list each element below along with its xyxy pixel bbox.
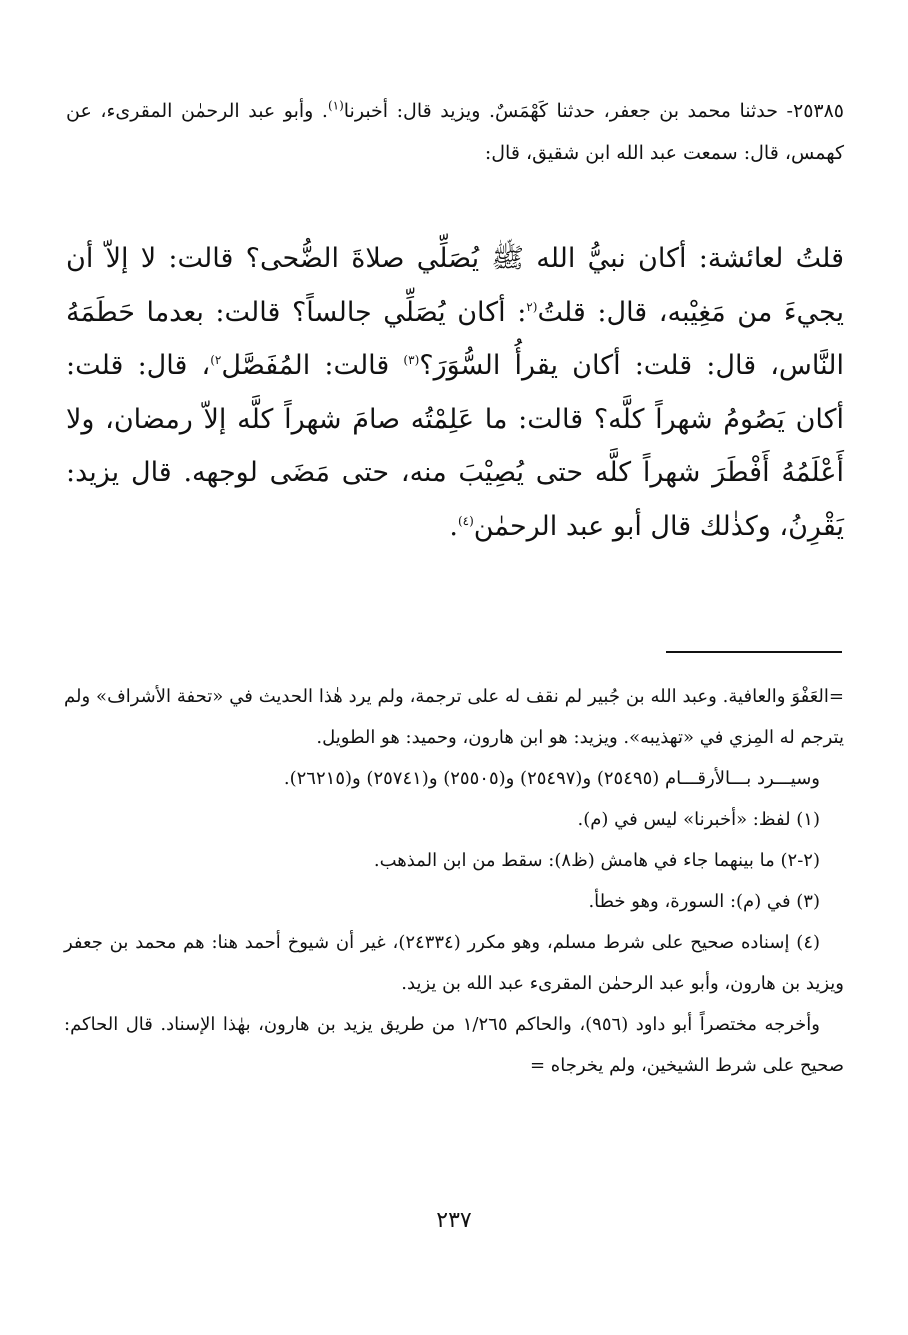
footnote-4: (٤) إسناده صحيح على شرط مسلم، وهو مكرر (٢٤٣٣٤)، غير أن شيوخ أحمد هنا: هم محمد بن جعفر ويزيد بن هارون، وأبو عبد الرحمٰن المقرىء عبد الله بن يزيد.	[64, 932, 844, 994]
footnote-ref-2-open: (٢	[526, 299, 538, 314]
hadith-isnad	[66, 90, 844, 174]
matn-segment-2: : أكان يُصَلِّي جالساً؟ قالت: بعدما حَطَمَهُ النَّاس، قال: قلت: أكان يقرأُ السُّوَرَ؟	[66, 296, 844, 381]
footnote-ref-3: (٣)	[403, 353, 420, 367]
footnote-1: (١) لفظ: «أخبرنا» ليس في (م).	[577, 809, 820, 830]
footnotes	[64, 676, 844, 1086]
footnote-ref-4: (٤)	[457, 513, 474, 528]
isnad-head: ٢٥٣٨٥- حدثنا محمد بن جعفر، حدثنا كَهْمَسٌ. ويزيد قال: أخبرنا	[343, 100, 845, 122]
isnad-rest: . وأبو عبد الرحمٰن المقرىء، عن كهمس، قال: سمعت عبد الله ابن شقيق، قال:	[66, 100, 844, 164]
footnote-4-takhrij: وأخرجه مختصراً أبو داود (٩٥٦)، والحاكم ١/٢٦٥ من طريق يزيد بن هارون، بهٰذا الإسناد. قال الحاكم: صحيح على شرط الشيخين، ولم يخرجاه =	[64, 1014, 844, 1076]
footnote-ref-1: (١)	[327, 98, 344, 113]
matn-segment-1: قلتُ لعائشة: أكان نبيُّ الله ﷺ يُصَلِّي صلاةَ الضُّحى؟ قالت: لا إلاّ أن يجيءَ من مَغِيْبه، قال: قلتُ	[66, 243, 844, 328]
footnote-continuation: =العَفْوَ والعافية. وعبد الله بن جُبير لم نقف له على ترجمة، ولم يرد هٰذا الحديث في «تحفة الأشراف» ولم يترجم له المِزي في «تهذيبه». ويزيد: هو ابن هارون، وحميد: هو الطويل.	[64, 686, 844, 748]
page-number: ٢٣٧	[436, 1208, 472, 1233]
footnote-3: (٣) في (م): السورة، وهو خطأ.	[588, 891, 820, 912]
footnote-separator	[666, 651, 842, 653]
footnote-sequence: وسيـــرد بـــالأرقـــام (٢٥٤٩٥) و(٢٥٤٩٧) و(٢٥٥٠٥) و(٢٥٧٤١) و(٢٦٢١٥).	[283, 768, 820, 789]
matn-end: .	[449, 510, 458, 542]
hadith-matn	[66, 232, 844, 553]
footnote-2: (٢-٢) ما بينهما جاء في هامش (ظ٨): سقط من ابن المذهب.	[373, 850, 820, 871]
matn-segment-3: قالت: المُفَصَّل	[221, 350, 404, 381]
footnote-ref-2-close: ٢)	[210, 353, 222, 367]
matn-segment-4: ، قال: قلت: أكان يَصُومُ شهراً كلَّه؟ قالت: ما عَلِمْتُه صامَ شهراً كلَّه إلاّ رمضان، ولا أَعْلَمُهُ أَفْطَرَ شهراً كلَّه حتى يُصِيْبَ منه، حتى مَضَى لوجهه. قال يزيد: يَقْرِنُ، وكذٰلك قال أبو عبد الرحمٰن	[66, 350, 844, 542]
